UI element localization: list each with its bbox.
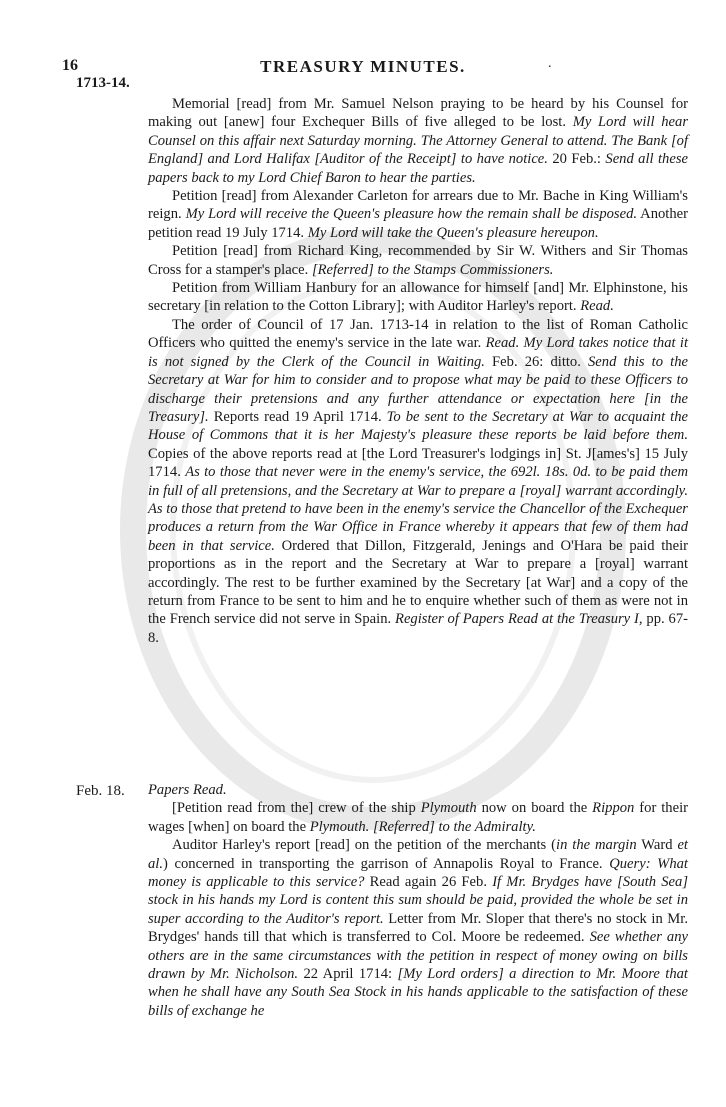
entry-text: [Petition read from the] crew of the ship: [172, 800, 421, 817]
entry-text: 22 April 1714:: [298, 966, 398, 983]
entry-italic-text: Plymouth: [420, 800, 477, 817]
entry-italic-text: Read. My Lord takes notice that it is not signed by the Clerk of the Council in Waiting.: [148, 335, 688, 370]
entry-text: Another petition read 19 July 1714.: [148, 206, 688, 241]
entry-italic-text: My Lord will hear Counsel on this affair next Saturday morning. The Attorney General to attend. The Bank [of England] and Lord Halifax [Auditor of the Receipt] to have notice.: [148, 114, 688, 168]
entry-italic-text: As to those that never were in the enemy's service, the 692l. 18s. 0d. to be paid them in full of all pretensions, and the Secretary at War to prepare a [royal] warrant accordingly. As to those that pretend to have been in the enemy's service the Chancellor of the Exchequer produces a return from the War Office in France whereby it appears that few of them had been in that service.: [148, 464, 688, 554]
entry-italic-text: My Lord will take the Queen's pleasure hereupon.: [307, 224, 599, 241]
minute-entry: [148, 187, 688, 242]
entry-text: Petition from William Hanbury for an allowance for himself [and] Mr. Elphinstone, his secretary [in relation to the Cotton Library]; with Auditor Harley's report.: [148, 280, 688, 315]
entry-italic-text: [Referred] to the Stamps Commissioners.: [311, 261, 554, 278]
minutes-body-feb18: [148, 781, 688, 1020]
minute-entry: [148, 95, 688, 187]
entry-text: Feb. 26: ditto.: [484, 353, 588, 370]
entry-text: Reports read 19 April 1714.: [208, 408, 387, 425]
entry-text: ) concerned in transporting the garrison of Annapolis Royal to France.: [163, 855, 610, 872]
entry-text: 20 Feb.:: [547, 151, 606, 168]
margin-year: 1713-14.: [76, 75, 130, 91]
minute-entry: [148, 242, 688, 279]
entry-italic-text: [My Lord orders] a direction to Mr. Moore that when he shall have any South Sea Stock in his hands applicable to the satisfaction of these bills of exchange he: [148, 966, 688, 1019]
running-head: TREASURY MINUTES.: [260, 57, 466, 76]
header-dot: .: [548, 56, 552, 71]
entry-italic-text: Register of Papers Read at the Treasury I,: [395, 611, 643, 628]
entry-text: Petition [read] from Alexander Carleton for arrears due to Mr. Bache in King William's reign.: [148, 188, 688, 223]
entry-italic-text: Rippon: [592, 800, 635, 817]
entry-italic-text: My Lord will receive the Queen's pleasure how the remain shall be disposed.: [185, 206, 638, 223]
page-number: 16: [62, 57, 78, 74]
minute-entry: [148, 316, 688, 647]
entry-text: Ordered that Dillon, Fitzgerald, Jenings and O'Hara be paid their proportions as in the report and the Secretary at War to prepare a [royal] warrant accordingly. The rest to be further examined by the Secretary [at War] and a copy of the return from France to be sent to him and he to enquire whether such of them as were not in the French service did not serve in Spain.: [148, 537, 688, 628]
entry-italic-text: Send all these papers back to my Lord Chief Baron to hear the parties.: [148, 151, 688, 186]
entry-italic-text: et al.: [148, 837, 688, 872]
minute-entry: [148, 836, 688, 1020]
entry-text: Memorial [read] from Mr. Samuel Nelson praying to be heard by his Counsel for making out [anew] four Exchequer Bills of five alleged to be lost.: [148, 96, 688, 131]
entry-italic-text: To be sent to the Secretary at War to acquaint the House of Commons that it is her Majesty's pleasure these reports be laid before them.: [148, 408, 688, 444]
margin-date: Feb. 18.: [76, 783, 125, 799]
minute-entry: [148, 799, 688, 836]
entry-italic-text: in the margin: [556, 837, 637, 854]
entry-text: Copies of the above reports read at [the Lord Treasurer's lodgings in] St. J[ames's] 15 July 1714.: [148, 445, 688, 481]
entry-italic-text: Papers Read.: [148, 782, 227, 798]
entry-text: Ward: [636, 837, 678, 854]
entry-italic-text: Query: What money is applicable to this service?: [148, 855, 688, 891]
minute-entry: [148, 279, 688, 316]
minute-entry: [148, 781, 688, 799]
entry-text: Read again 26 Feb.: [364, 874, 493, 891]
entry-text: Letter from Mr. Sloper that there's no stock in Mr. Brydges' hands till that which is transferred to Col. Moore be redeemed.: [148, 910, 688, 946]
entry-italic-text: Send this to the Secretary at War for him to consider and to propose what may be paid to these Officers to discharge their pretensions and any further attendance or expectation here [in the Treasury].: [148, 353, 688, 425]
entry-italic-text: If Mr. Brydges have [South Sea] stock in his hands my Lord is content this sum should be paid, provided the whole be set in super according to the Auditor's report.: [148, 874, 688, 927]
entry-text: The order of Council of 17 Jan. 1713-14 in relation to the list of Roman Catholic Officers who quitted the enemy's service in the late war.: [148, 316, 688, 352]
minutes-body: [148, 95, 688, 647]
entry-text: pp. 67-8.: [148, 611, 688, 646]
entry-italic-text: See whether any others are in the same circumstances with the petition in respect of money owing on bills drawn by Mr. Nicholson.: [148, 929, 688, 983]
entry-text: Auditor Harley's report [read] on the petition of the merchants (: [172, 837, 557, 854]
entry-text: for their wages [when] on board the: [148, 800, 689, 835]
entry-italic-text: Plymouth.: [309, 818, 370, 835]
entry-text: now on board the: [476, 800, 593, 817]
entry-italic-text: [Referred] to the Admiralty.: [372, 818, 536, 835]
entry-italic-text: Read.: [580, 298, 614, 315]
entry-text: Petition [read] from Richard King, recommended by Sir W. Withers and Sir Thomas Cross for a stamper's place.: [148, 243, 688, 278]
